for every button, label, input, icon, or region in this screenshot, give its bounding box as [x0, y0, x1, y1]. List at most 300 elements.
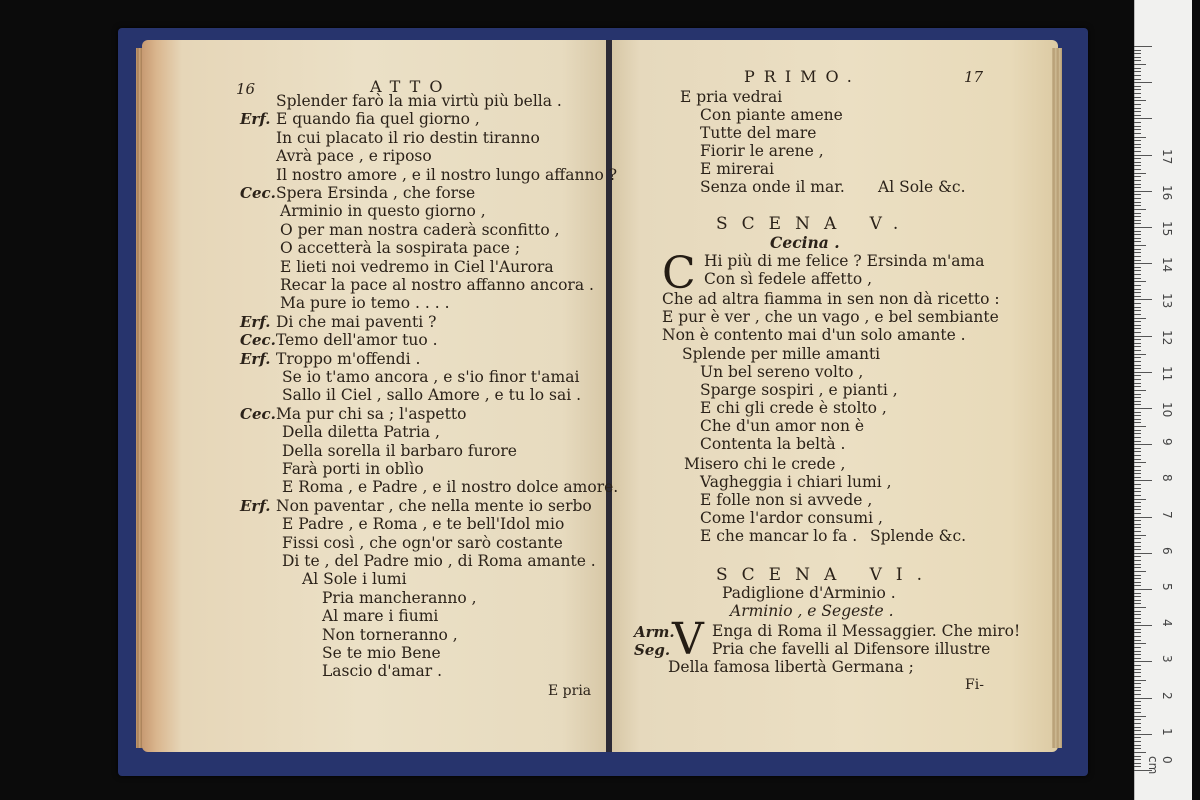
- running-head-right: PRIMO.: [744, 67, 861, 86]
- verse-line: E quando fia quel giorno ,: [276, 110, 480, 129]
- ruler-tick: [1134, 227, 1152, 228]
- speaker-label: Cec.: [240, 404, 276, 423]
- ruler-tick: [1134, 730, 1141, 731]
- ruler-tick: [1134, 495, 1141, 496]
- ruler-tick: [1134, 506, 1141, 507]
- ruler-tick: [1134, 632, 1141, 633]
- ruler-tick: [1134, 50, 1141, 51]
- ruler-tick: [1134, 401, 1141, 402]
- ruler-tick: [1134, 433, 1141, 434]
- ruler-tick: [1134, 299, 1152, 300]
- ruler-tick: [1134, 57, 1141, 58]
- ruler-tick: [1134, 408, 1152, 409]
- ruler-tick: [1134, 661, 1152, 662]
- ruler-tick: [1134, 100, 1146, 101]
- speaker-label: Erf.: [240, 496, 271, 515]
- ruler-tick: [1134, 375, 1141, 376]
- ruler-tick: [1134, 622, 1141, 623]
- ruler-tick: [1134, 484, 1141, 485]
- ruler-tick: [1134, 596, 1141, 597]
- verse-line: Della sorella il barbaro furore: [282, 441, 517, 460]
- ruler-tick: [1134, 470, 1141, 471]
- ruler-tick: [1134, 314, 1141, 315]
- verse-line: Sparge sospiri , e pianti ,: [700, 381, 898, 399]
- ruler-tick: [1134, 607, 1146, 608]
- speaker-arm: Arm.: [634, 623, 675, 641]
- ruler-tick: [1134, 307, 1141, 308]
- verse-line: Farà porti in oblìo: [282, 460, 424, 478]
- verse-line: Splender farò la mia virtù più bella .: [276, 92, 562, 110]
- ruler-tick: [1134, 419, 1141, 420]
- verse-line: Non è contento mai d'un solo amante .: [662, 326, 966, 344]
- ruler-tick: [1134, 162, 1141, 163]
- ruler-tick: [1134, 281, 1146, 282]
- ruler-tick: [1134, 53, 1141, 54]
- verse-line: Spera Ersinda , che forse: [276, 184, 476, 202]
- ruler-tick: [1134, 763, 1141, 764]
- ruler-tick: [1134, 448, 1141, 449]
- verse-line: Enga di Roma il Messaggier. Che miro!: [712, 622, 1021, 640]
- ruler-tick: [1134, 415, 1141, 416]
- ruler-number: 13: [1160, 293, 1174, 309]
- ruler-tick: [1134, 640, 1141, 641]
- ruler-tick: [1134, 108, 1141, 109]
- ruler-tick: [1134, 234, 1141, 235]
- ruler-tick: [1134, 86, 1141, 87]
- ruler-tick: [1134, 708, 1141, 709]
- ruler-tick: [1134, 531, 1141, 532]
- ruler-tick: [1134, 538, 1141, 539]
- ruler-tick: [1134, 97, 1141, 98]
- running-head-left: ATTO: [370, 77, 452, 96]
- ruler-tick: [1134, 647, 1141, 648]
- ruler-tick: [1134, 549, 1141, 550]
- ruler-number: 15: [1160, 221, 1174, 237]
- ruler-number: 1: [1160, 727, 1174, 736]
- verse-line: E Roma , e Padre , e il nostro dolce amore.: [282, 478, 619, 497]
- ruler-tick: [1134, 444, 1152, 445]
- ruler-tick: [1134, 332, 1141, 333]
- ruler-tick: [1134, 205, 1141, 206]
- verse-line: Non torneranno ,: [322, 625, 458, 644]
- ruler-tick: [1134, 567, 1141, 568]
- verse-line: Tutte del mare: [700, 124, 817, 142]
- ruler-tick: [1134, 144, 1141, 145]
- ruler-tick: [1134, 173, 1146, 174]
- ruler-tick: [1134, 129, 1141, 130]
- verse-line: Splende &c.: [870, 527, 967, 545]
- ruler-tick: [1134, 748, 1141, 749]
- verse-line: E pur è ver , che un vago , e bel sembiante: [662, 308, 999, 326]
- ruler-number: 3: [1160, 655, 1174, 664]
- ruler-tick: [1134, 249, 1141, 250]
- ruler-number: 16: [1160, 184, 1174, 201]
- ruler-tick: [1134, 292, 1141, 293]
- ruler-tick: [1134, 321, 1141, 322]
- ruler-tick: [1134, 462, 1146, 463]
- ruler-tick: [1134, 582, 1141, 583]
- ruler-tick: [1134, 727, 1141, 728]
- ruler-tick: [1134, 459, 1141, 460]
- ruler-tick: [1134, 89, 1141, 90]
- ruler-tick: [1134, 343, 1141, 344]
- ruler-tick: [1134, 180, 1141, 181]
- ruler-tick: [1134, 741, 1141, 742]
- ruler-tick: [1134, 502, 1141, 503]
- verse-line: Ma pure io temo . . . .: [280, 294, 450, 313]
- ruler-tick: [1134, 383, 1141, 384]
- ruler-tick: [1134, 716, 1146, 717]
- ruler-tick: [1134, 473, 1141, 474]
- ruler-tick: [1134, 625, 1152, 626]
- ruler-number: 14: [1160, 257, 1174, 273]
- scene-5-title: SCENA V.: [716, 214, 913, 234]
- verse-line: E chi gli crede è stolto ,: [700, 399, 887, 417]
- verse-line: Con sì fedele affetto ,: [704, 270, 873, 288]
- verse-line: Contenta la beltà .: [700, 435, 846, 453]
- ruler-tick: [1134, 169, 1141, 170]
- ruler-tick: [1134, 745, 1141, 746]
- ruler-tick: [1134, 339, 1141, 340]
- ruler-tick: [1134, 441, 1141, 442]
- ruler-tick: [1134, 672, 1141, 673]
- ruler-tick: [1134, 712, 1141, 713]
- ruler-number: 6: [1160, 546, 1174, 555]
- ruler-tick: [1134, 524, 1141, 525]
- verse-line: Che ad altra fiamma in sen non dà ricetto :: [662, 290, 1000, 308]
- verse-line: Se te mio Bene: [322, 644, 441, 662]
- ruler-tick: [1134, 303, 1141, 304]
- ruler-unit-label: 0 cm: [1146, 756, 1174, 775]
- ruler-tick: [1134, 115, 1141, 116]
- ruler-tick: [1134, 357, 1141, 358]
- verse-line: Temo dell'amor tuo .: [276, 331, 438, 350]
- ruler-number: 4: [1160, 619, 1174, 627]
- ruler-tick: [1134, 126, 1141, 127]
- verse-line: Misero chi le crede ,: [684, 455, 846, 473]
- ruler-tick: [1134, 176, 1141, 177]
- ruler-tick: [1134, 213, 1141, 214]
- ruler-tick: [1134, 241, 1141, 242]
- ruler-tick: [1134, 546, 1141, 547]
- ruler-tick: [1134, 676, 1141, 677]
- verse-line: Troppo m'offendi .: [276, 349, 421, 368]
- ruler-tick: [1134, 651, 1141, 652]
- ruler-tick: [1134, 430, 1141, 431]
- catchword-left: E pria: [548, 683, 592, 699]
- ruler-tick: [1134, 520, 1141, 521]
- ruler-tick: [1134, 509, 1141, 510]
- verse-line: Splende per mille amanti: [682, 345, 881, 363]
- ruler-tick: [1134, 397, 1141, 398]
- ruler-tick: [1134, 328, 1141, 329]
- ruler-tick: [1134, 589, 1152, 590]
- ruler-tick: [1134, 756, 1141, 757]
- ruler-tick: [1134, 629, 1141, 630]
- ruler-tick: [1134, 488, 1141, 489]
- ruler-tick: [1134, 216, 1141, 217]
- verse-line: Della famosa libertà Germana ;: [668, 658, 914, 676]
- ruler-tick: [1134, 336, 1152, 337]
- verse-line: Pria che favelli al Difensore illustre: [712, 640, 991, 658]
- ruler-tick: [1134, 372, 1152, 373]
- ruler-tick: [1134, 278, 1141, 279]
- verse-line: Sallo il Ciel , sallo Amore , e tu lo sai .: [282, 386, 582, 405]
- ruler-number: 2: [1160, 691, 1174, 700]
- ruler-tick: [1134, 71, 1141, 72]
- verse-line: Al Sole i lumi: [302, 570, 407, 589]
- ruler-tick: [1134, 346, 1141, 347]
- ruler-tick: [1134, 368, 1141, 369]
- ruler-tick: [1134, 220, 1141, 221]
- ruler-tick: [1134, 79, 1141, 80]
- ruler-tick: [1134, 252, 1141, 253]
- ruler-tick: [1134, 737, 1141, 738]
- ruler-number: 8: [1160, 474, 1174, 483]
- verse-line: Senza onde il mar.: [700, 178, 845, 196]
- ruler-tick: [1134, 705, 1141, 706]
- verse-line: In cui placato il rio destin tiranno: [276, 128, 540, 147]
- ruler-tick: [1134, 690, 1141, 691]
- ruler-tick: [1134, 683, 1141, 684]
- speaker-label: Erf.: [240, 312, 271, 331]
- ruler-tick: [1134, 451, 1141, 452]
- ruler-tick: [1134, 394, 1141, 395]
- verse-line: Un bel sereno volto ,: [700, 363, 864, 381]
- ruler-tick: [1134, 404, 1141, 405]
- verse-line: Arminio in questo giorno ,: [280, 202, 486, 221]
- ruler-tick: [1134, 379, 1141, 380]
- speaker-label: Cec.: [240, 184, 276, 202]
- verse-line: Ma pur chi sa ; l'aspetto: [276, 404, 467, 423]
- speaker-label: Erf.: [240, 110, 271, 129]
- ruler-tick: [1134, 274, 1141, 275]
- ruler-tick: [1134, 517, 1152, 518]
- speaker-label: Erf.: [240, 349, 271, 368]
- ruler-tick: [1134, 202, 1141, 203]
- verse-line: Di che mai paventi ?: [276, 312, 437, 331]
- ruler-tick: [1134, 614, 1141, 615]
- ruler-tick: [1134, 654, 1141, 655]
- ruler-tick: [1134, 318, 1146, 319]
- ruler-tick: [1134, 603, 1141, 604]
- ruler-tick: [1134, 759, 1141, 760]
- ruler-tick: [1134, 209, 1146, 210]
- verse-line: E mirerai: [700, 160, 775, 178]
- ruler-tick: [1134, 223, 1141, 224]
- ruler-tick: [1134, 245, 1146, 246]
- ruler-tick: [1134, 82, 1152, 83]
- ruler-tick: [1134, 122, 1141, 123]
- scene-5-character: Cecina .: [770, 233, 840, 252]
- ruler-tick: [1134, 165, 1141, 166]
- ruler-tick: [1134, 155, 1152, 156]
- ruler-tick: [1134, 542, 1141, 543]
- ruler-tick: [1134, 437, 1141, 438]
- book-gutter: [606, 40, 612, 752]
- ruler-tick: [1134, 734, 1152, 735]
- ruler-number: 7: [1160, 510, 1174, 519]
- ruler-tick: [1134, 184, 1141, 185]
- ruler-tick: [1134, 198, 1141, 199]
- scene-6-characters: Arminio , e Segeste .: [730, 602, 894, 620]
- ruler-tick: [1134, 194, 1141, 195]
- ruler-tick: [1134, 350, 1141, 351]
- ruler-tick: [1134, 285, 1141, 286]
- verse-line: Il nostro amore , e il nostro lungo affanno ?: [276, 165, 618, 184]
- ruler-tick: [1134, 93, 1141, 94]
- ruler-tick: [1134, 694, 1141, 695]
- drop-cap-v: V: [672, 614, 704, 665]
- ruler-number: 11: [1160, 365, 1174, 382]
- ruler-tick: [1134, 263, 1152, 264]
- ruler-tick: [1134, 636, 1141, 637]
- ruler-tick: [1134, 68, 1141, 69]
- verse-line: E Padre , e Roma , e te bell'Idol mio: [282, 515, 565, 534]
- ruler-tick: [1134, 260, 1141, 261]
- ruler-tick: [1134, 719, 1141, 720]
- verse-line: Vagheggia i chiari lumi ,: [700, 473, 892, 491]
- ruler-tick: [1134, 585, 1141, 586]
- ruler-number: 12: [1160, 329, 1174, 345]
- ruler-tick: [1134, 270, 1141, 271]
- ruler-tick: [1134, 354, 1146, 355]
- ruler-tick: [1134, 289, 1141, 290]
- ruler-number: 9: [1160, 438, 1174, 446]
- verse-line: E folle non si avvede ,: [700, 491, 873, 509]
- ruler-tick: [1134, 578, 1141, 579]
- verse-line: Pria mancheranno ,: [322, 588, 477, 607]
- ruler-tick: [1134, 698, 1152, 699]
- verse-line: Avrà pace , e riposo: [276, 147, 432, 166]
- ruler-tick: [1134, 118, 1152, 119]
- ruler-tick: [1134, 564, 1141, 565]
- ruler-tick: [1134, 64, 1146, 65]
- ruler-tick: [1134, 310, 1141, 311]
- ruler-tick: [1134, 766, 1141, 767]
- verse-line: Con piante amene: [700, 106, 843, 124]
- verse-line: E che mancar lo fa .: [700, 527, 858, 545]
- verse-line: Non paventar , che nella mente io serbo: [276, 496, 592, 515]
- ruler-tick: [1134, 723, 1141, 724]
- ruler-tick: [1134, 191, 1152, 192]
- ruler-tick: [1134, 480, 1152, 481]
- verse-line: Se io t'amo ancora , e s'io finor t'amai: [282, 368, 580, 386]
- verse-line: Hi più di me felice ? Ersinda m'ama: [704, 252, 985, 270]
- ruler-tick: [1134, 527, 1141, 528]
- ruler-tick: [1134, 140, 1141, 141]
- ruler-tick: [1134, 325, 1141, 326]
- ruler-tick: [1134, 752, 1146, 753]
- speaker-seg: Seg.: [634, 641, 671, 659]
- ruler-tick: [1134, 256, 1141, 257]
- ruler-tick: [1134, 593, 1141, 594]
- ruler-tick: [1134, 701, 1141, 702]
- page-number-right: 17: [964, 68, 984, 86]
- verse-line: E pria vedrai: [680, 88, 783, 106]
- ruler-tick: [1134, 412, 1141, 413]
- ruler-tick: [1134, 365, 1141, 366]
- ruler-tick: [1134, 133, 1141, 134]
- ruler-tick: [1134, 618, 1141, 619]
- page-number-left: 16: [236, 80, 256, 98]
- ruler-tick: [1134, 643, 1146, 644]
- ruler-tick: [1134, 137, 1146, 138]
- ruler-tick: [1134, 151, 1141, 152]
- verse-line: O per man nostra caderà sconfitto ,: [280, 220, 560, 239]
- ruler-tick: [1134, 386, 1141, 387]
- ruler-tick: [1134, 466, 1141, 467]
- ruler-tick: [1134, 556, 1141, 557]
- ruler-tick: [1134, 422, 1141, 423]
- ruler-tick: [1134, 687, 1141, 688]
- ruler-tick: [1134, 575, 1141, 576]
- ruler-tick: [1134, 267, 1141, 268]
- ruler-tick: [1134, 499, 1146, 500]
- ruler-tick: [1134, 231, 1141, 232]
- measuring-ruler: [1134, 0, 1192, 800]
- ruler-tick: [1134, 426, 1146, 427]
- ruler-tick: [1134, 611, 1141, 612]
- ruler-tick: [1134, 477, 1141, 478]
- ruler-tick: [1134, 665, 1141, 666]
- catchword-right: Fi-: [965, 677, 984, 693]
- verse-line: O accetterà la sospirata pace ;: [280, 239, 521, 258]
- verse-line: Lascio d'amar .: [322, 662, 443, 681]
- ruler-tick: [1134, 680, 1146, 681]
- ruler-tick: [1134, 361, 1141, 362]
- ruler-tick: [1134, 158, 1141, 159]
- ruler-tick: [1134, 75, 1141, 76]
- ruler-tick: [1134, 238, 1141, 239]
- ruler-tick: [1134, 571, 1146, 572]
- ruler-tick: [1134, 455, 1141, 456]
- ruler-tick: [1134, 658, 1141, 659]
- ruler-tick: [1134, 60, 1141, 61]
- verse-line: Fiorir le arene ,: [700, 142, 824, 160]
- scene-6-setting: Padiglione d'Arminio .: [722, 584, 896, 602]
- scene-6-title: SCENA VI.: [716, 565, 937, 585]
- ruler-tick: [1134, 513, 1141, 514]
- drop-cap-c: C: [662, 248, 696, 299]
- verse-line: Recar la pace al nostro affanno ancora .: [280, 276, 594, 294]
- ruler-tick: [1134, 296, 1141, 297]
- verse-line: Di te , del Padre mio , di Roma amante .: [282, 552, 596, 570]
- ruler-tick: [1134, 535, 1146, 536]
- verse-line: Fissi così , che ogn'or sarò costante: [282, 533, 563, 552]
- ruler-number: 17: [1160, 148, 1174, 164]
- ruler-number: 5: [1160, 583, 1174, 591]
- verse-line: Al Sole &c.: [878, 178, 966, 196]
- ruler-tick: [1134, 46, 1152, 47]
- ruler-tick: [1134, 491, 1141, 492]
- speaker-label: Cec.: [240, 331, 276, 350]
- verse-line: Della diletta Patria ,: [282, 423, 440, 442]
- verse-line: Come l'ardor consumi ,: [700, 509, 883, 527]
- ruler-tick: [1134, 600, 1141, 601]
- ruler-tick: [1134, 111, 1141, 112]
- verse-line: Che d'un amor non è: [700, 417, 865, 435]
- ruler-tick: [1134, 104, 1141, 105]
- ruler-tick: [1134, 390, 1146, 391]
- verse-line: Al mare i fiumi: [322, 607, 439, 626]
- ruler-tick: [1134, 560, 1141, 561]
- ruler-tick: [1134, 187, 1141, 188]
- verse-line: E lieti noi vedremo in Ciel l'Aurora: [280, 257, 554, 276]
- ruler-tick: [1134, 147, 1141, 148]
- ruler-tick: [1134, 669, 1141, 670]
- page-edges-right: [1052, 48, 1062, 748]
